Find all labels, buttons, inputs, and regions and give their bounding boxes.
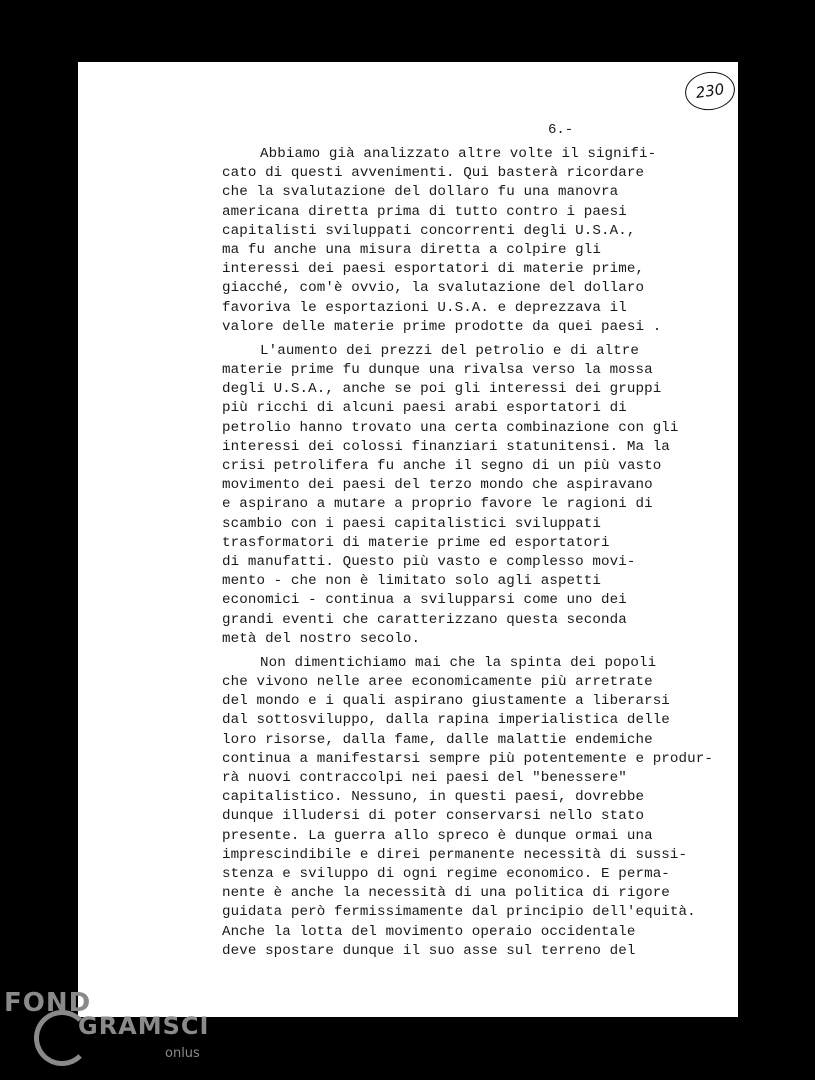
text-line: interessi dei colossi finanziari statunitensi. Ma la bbox=[222, 438, 670, 455]
text-line: loro risorse, dalla fame, dalle malattie endemiche bbox=[222, 731, 653, 748]
text-line: dunque illudersi di poter conservarsi nello stato bbox=[222, 808, 645, 825]
text-line: capitalisti sviluppati concorrenti degli U.S.A., bbox=[222, 222, 636, 239]
watermark-gramsci: GRAMSCI bbox=[78, 1012, 210, 1040]
text-line: rà nuovi contraccolpi nei paesi del "benessere" bbox=[222, 770, 627, 786]
text-line: valore delle materie prime prodotte da quei paesi . bbox=[222, 318, 662, 335]
text-line: deve spostare dunque il suo asse sul terreno del bbox=[222, 942, 636, 959]
fondazione-gramsci-watermark bbox=[0, 988, 260, 1080]
text-line: stenza e sviluppo di ogni regime economico. E perma- bbox=[222, 865, 670, 882]
text-line: economici - continua a svilupparsi come uno dei bbox=[222, 592, 627, 609]
text-line: metà del nostro secolo. bbox=[222, 630, 421, 647]
text-line: L'aumento dei prezzi del petrolio e di altre bbox=[260, 342, 640, 359]
text-line: movimento dei paesi del terzo mondo che aspiravano bbox=[222, 477, 653, 494]
text-line: interessi dei paesi esportatori di materie prime, bbox=[222, 261, 645, 278]
text-line: più ricchi di alcuni paesi arabi esportatori di bbox=[222, 400, 627, 417]
text-line: crisi petrolifera fu anche il segno di un più vasto bbox=[222, 458, 662, 474]
text-line: materie prime fu dunque una rivalsa verso la mossa bbox=[222, 362, 653, 379]
page-number: 6.- bbox=[548, 122, 574, 138]
archive-stamp bbox=[683, 69, 738, 114]
text-line: e aspirano a mutare a proprio favore le ragioni di bbox=[222, 496, 653, 513]
text-line: giacché, com'è ovvio, la svalutazione del dollaro bbox=[222, 280, 645, 297]
text-line: che la svalutazione del dollaro fu una manovra bbox=[222, 184, 619, 201]
text-line: trasformatori di materie prime ed esportatori bbox=[222, 534, 610, 551]
text-line: imprescindibile e direi permanente necessità di sussi- bbox=[222, 846, 688, 863]
text-line: Abbiamo già analizzato altre volte il signifi- bbox=[260, 146, 657, 162]
text-line: dal sottosviluppo, dalla rapina imperialistica delle bbox=[222, 712, 670, 729]
text-line: che vivono nelle aree economicamente più arretrate bbox=[222, 674, 653, 691]
text-line: petrolio hanno trovato una certa combinazione con gli bbox=[222, 419, 679, 436]
watermark-onlus: onlus bbox=[165, 1046, 200, 1061]
text-line: mento - che non è limitato solo agli aspetti bbox=[222, 573, 602, 590]
text-line: favoriva le esportazioni U.S.A. e deprezzava il bbox=[222, 299, 627, 316]
text-line: continua a manifestarsi sempre più potentemente e produr- bbox=[222, 750, 713, 767]
text-line: cato di questi avvenimenti. Qui basterà ricordare bbox=[222, 165, 645, 182]
text-line: presente. La guerra allo spreco è dunque ormai una bbox=[222, 827, 653, 844]
document-body bbox=[222, 145, 722, 961]
text-line: scambio con i paesi capitalistici sviluppati bbox=[222, 515, 602, 532]
text-line: degli U.S.A., anche se poi gli interessi dei gruppi bbox=[222, 381, 662, 398]
text-line: ma fu anche una misura diretta a colpire gli bbox=[222, 241, 602, 258]
text-line: del mondo e i quali aspirano giustamente a liberarsi bbox=[222, 693, 670, 710]
text-line: americana diretta prima di tutto contro i paesi bbox=[222, 203, 627, 220]
text-line: grandi eventi che caratterizzano questa seconda bbox=[222, 611, 627, 628]
text-line: guidata però fermissimamente dal principio dell'equità. bbox=[222, 904, 696, 921]
text-line: Anche la lotta del movimento operaio occidentale bbox=[222, 923, 636, 940]
archive-stamp-number: 230 bbox=[694, 80, 726, 102]
text-line: capitalistico. Nessuno, in questi paesi, dovrebbe bbox=[222, 789, 645, 806]
text-line: nente è anche la necessità di una politica di rigore bbox=[222, 885, 670, 902]
text-line: di manufatti. Questo più vasto e complesso movi- bbox=[222, 553, 636, 570]
watermark-fond: FOND bbox=[4, 988, 92, 1018]
text-line: Non dimentichiamo mai che la spinta dei popoli bbox=[260, 654, 657, 671]
